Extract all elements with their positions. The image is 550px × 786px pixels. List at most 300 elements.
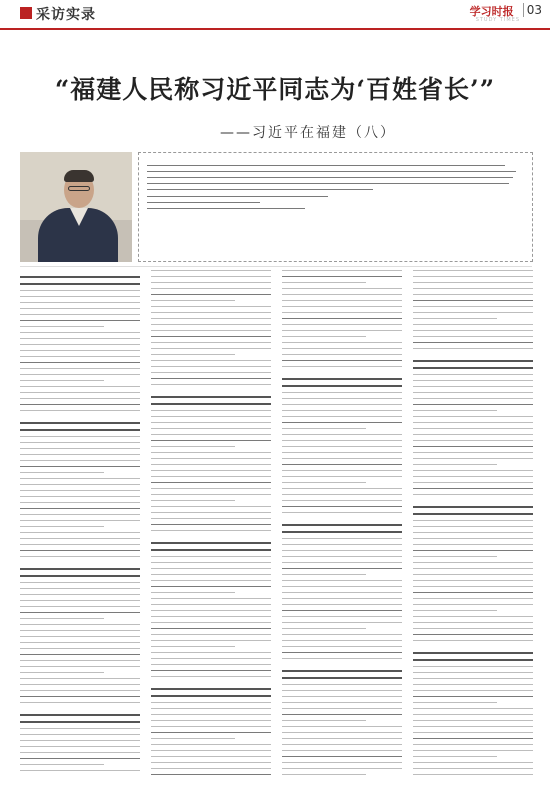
- text-line: [282, 646, 402, 647]
- text-line: [20, 478, 140, 479]
- text-line: [151, 306, 271, 307]
- text-line: [282, 574, 366, 575]
- text-line: [20, 648, 140, 649]
- text-line: [20, 514, 140, 515]
- text-line: [20, 460, 140, 461]
- text-line: [413, 276, 533, 277]
- text-line: [151, 556, 271, 557]
- text-line: [151, 688, 271, 690]
- text-line: [151, 658, 271, 659]
- text-line: [151, 428, 271, 429]
- text-line: [413, 458, 533, 459]
- text-line: [413, 744, 533, 745]
- text-line: [151, 396, 271, 398]
- text-line: [413, 640, 533, 641]
- text-line: [20, 666, 140, 667]
- divider: [20, 266, 532, 267]
- text-line: [282, 640, 402, 641]
- text-line: [282, 702, 402, 703]
- text-line: [282, 720, 366, 721]
- text-line: [413, 634, 533, 635]
- text-line: [282, 378, 402, 380]
- text-line: [20, 350, 140, 351]
- text-line: [20, 332, 140, 333]
- text-line: [20, 532, 140, 533]
- text-line: [20, 672, 104, 673]
- text-line: [20, 690, 140, 691]
- text-line: [20, 442, 140, 443]
- text-line: [151, 744, 271, 745]
- text-line: [413, 526, 533, 527]
- text-line: [151, 549, 271, 551]
- text-line: [151, 348, 271, 349]
- text-line: [413, 288, 533, 289]
- text-line: [151, 324, 271, 325]
- text-line: [151, 288, 271, 289]
- text-line: [413, 762, 533, 763]
- text-line: [20, 472, 104, 473]
- text-line: [282, 288, 402, 289]
- text-line: [20, 386, 140, 387]
- text-line: [413, 756, 497, 757]
- text-line: [151, 494, 271, 495]
- text-line: [151, 586, 271, 587]
- text-line: [20, 404, 140, 405]
- text-line: [20, 526, 104, 527]
- text-line: [20, 612, 140, 613]
- text-line: [151, 378, 271, 379]
- text-line: [282, 506, 402, 507]
- text-line: [413, 348, 533, 349]
- text-line: [151, 512, 271, 513]
- text-line: [413, 702, 497, 703]
- text-line: [282, 598, 402, 599]
- text-line: [413, 470, 533, 471]
- text-line: [282, 592, 402, 593]
- text-line: [20, 740, 140, 741]
- text-line: [282, 690, 402, 691]
- text-line: [413, 506, 533, 508]
- text-line: [282, 738, 402, 739]
- text-line: [151, 708, 271, 709]
- text-line: [413, 494, 533, 495]
- text-line: [413, 726, 533, 727]
- text-line: [282, 348, 402, 349]
- text-line: [413, 738, 533, 739]
- text-line: [413, 672, 533, 673]
- text-line: [20, 290, 140, 291]
- text-line: [20, 314, 140, 315]
- text-line: [20, 344, 140, 345]
- text-line: [20, 320, 140, 321]
- text-line: [151, 422, 271, 423]
- text-line: [413, 324, 533, 325]
- text-line: [20, 302, 140, 303]
- text-line: [20, 326, 104, 327]
- text-line: [151, 768, 271, 769]
- text-line: [151, 452, 271, 453]
- text-line: [20, 410, 140, 411]
- text-line: [282, 392, 402, 393]
- text-line: [20, 422, 140, 424]
- text-line: [282, 726, 402, 727]
- text-line: [151, 403, 271, 405]
- interview-date-line: [147, 202, 260, 203]
- text-line: [20, 520, 140, 521]
- text-line: [282, 410, 402, 411]
- text-line: [282, 318, 402, 319]
- text-line: [151, 756, 271, 757]
- text-line: [20, 764, 104, 765]
- text-column-4: [413, 270, 533, 775]
- text-line: [20, 429, 140, 431]
- article-body: [20, 270, 532, 775]
- text-line: [413, 440, 533, 441]
- text-line: [151, 646, 235, 647]
- text-line: [151, 372, 271, 373]
- text-line: [20, 502, 140, 503]
- text-line: [20, 636, 140, 637]
- text-line: [413, 678, 533, 679]
- text-line: [151, 695, 271, 697]
- text-line: [282, 634, 402, 635]
- text-line: [282, 342, 402, 343]
- text-line: [20, 660, 140, 661]
- text-line: [151, 670, 271, 671]
- text-line: [20, 684, 140, 685]
- text-line: [413, 666, 533, 667]
- text-line: [151, 276, 271, 277]
- text-line: [151, 416, 271, 417]
- text-line: [151, 440, 271, 441]
- text-line: [413, 690, 533, 691]
- text-line: [151, 488, 271, 489]
- interviewer-line: [147, 196, 328, 197]
- text-line: [413, 520, 533, 521]
- text-line: [20, 544, 140, 545]
- text-line: [413, 446, 533, 447]
- text-line: [413, 513, 533, 515]
- text-line: [282, 270, 402, 271]
- page-header: [0, 0, 550, 30]
- text-line: [151, 750, 271, 751]
- text-line: [413, 330, 533, 331]
- text-line: [282, 446, 402, 447]
- text-line: [20, 308, 140, 309]
- text-line: [20, 496, 140, 497]
- text-line: [282, 750, 402, 751]
- text-line: [151, 610, 271, 611]
- text-line: [282, 544, 402, 545]
- text-line: [20, 436, 140, 437]
- text-line: [151, 312, 271, 313]
- text-line: [282, 294, 402, 295]
- text-line: [151, 676, 271, 677]
- text-line: [20, 758, 140, 759]
- text-line: [282, 428, 366, 429]
- text-line: [413, 488, 533, 489]
- text-line: [151, 592, 235, 593]
- text-line: [282, 440, 402, 441]
- text-line: [413, 556, 497, 557]
- text-line: [20, 582, 140, 583]
- text-line: [282, 330, 402, 331]
- text-line: [282, 652, 402, 653]
- text-line: [282, 538, 402, 539]
- text-line: [413, 684, 533, 685]
- text-line: [413, 300, 533, 301]
- text-line: [151, 640, 271, 641]
- text-line: [282, 336, 366, 337]
- text-line: [413, 476, 533, 477]
- text-line: [282, 708, 402, 709]
- text-line: [413, 574, 533, 575]
- text-line: [282, 404, 402, 405]
- text-line: [282, 684, 402, 685]
- text-line: [282, 422, 402, 423]
- text-line: [282, 354, 402, 355]
- text-line: [151, 732, 271, 733]
- text-line: [413, 616, 533, 617]
- text-line: [151, 482, 271, 483]
- text-line: [413, 714, 533, 715]
- text-line: [20, 752, 140, 753]
- text-line: [282, 714, 402, 715]
- text-line: [413, 452, 533, 453]
- page-number: 03: [523, 3, 542, 17]
- text-line: [151, 294, 271, 295]
- interviewee-bio: [147, 165, 524, 190]
- text-line: [20, 746, 140, 747]
- text-line: [151, 774, 271, 775]
- text-line: [282, 494, 402, 495]
- text-line: [413, 562, 533, 563]
- text-line: [282, 482, 366, 483]
- text-line: [413, 768, 533, 769]
- text-line: [282, 677, 402, 679]
- text-line: [413, 659, 533, 661]
- text-line: [413, 586, 533, 587]
- text-line: [413, 282, 533, 283]
- text-line: [20, 734, 140, 735]
- text-line: [20, 276, 140, 278]
- text-line: [413, 652, 533, 654]
- text-line: [413, 312, 533, 313]
- text-line: [282, 416, 402, 417]
- text-line: [413, 386, 533, 387]
- text-line: [282, 452, 402, 453]
- text-line: [151, 342, 271, 343]
- text-line: [20, 368, 140, 369]
- text-line: [20, 538, 140, 539]
- masthead: 学习时报: [469, 5, 514, 18]
- text-line: [20, 600, 140, 601]
- text-line: [413, 342, 533, 343]
- text-line: [151, 604, 271, 605]
- text-line: [151, 628, 271, 629]
- text-line: [413, 604, 533, 605]
- section-title: 采访实录: [36, 7, 96, 23]
- text-line: [282, 531, 402, 533]
- text-line: [282, 324, 402, 325]
- text-line: [20, 702, 140, 703]
- text-line: [413, 550, 533, 551]
- text-line: [151, 664, 271, 665]
- text-line: [282, 744, 402, 745]
- text-line: [282, 768, 402, 769]
- text-line: [413, 306, 533, 307]
- text-line: [413, 544, 533, 545]
- text-line: [151, 282, 271, 283]
- text-line: [151, 330, 271, 331]
- text-line: [151, 360, 271, 361]
- text-line: [151, 652, 271, 653]
- text-line: [282, 366, 402, 367]
- text-line: [151, 464, 271, 465]
- text-line: [151, 634, 271, 635]
- text-line: [20, 642, 140, 643]
- text-line: [282, 276, 402, 277]
- text-line: [151, 530, 271, 531]
- section-badge: [20, 7, 32, 19]
- text-line: [282, 550, 402, 551]
- text-line: [282, 488, 402, 489]
- text-line: [282, 556, 402, 557]
- text-line: [151, 458, 271, 459]
- text-line: [282, 732, 402, 733]
- text-line: [413, 398, 533, 399]
- text-line: [413, 367, 533, 369]
- text-line: [20, 508, 140, 509]
- text-line: [413, 532, 533, 533]
- text-line: [413, 580, 533, 581]
- text-line: [413, 610, 497, 611]
- interview-info-box: [138, 152, 533, 262]
- text-line: [413, 774, 533, 775]
- interview-place-line: [147, 208, 305, 209]
- text-line: [282, 658, 402, 659]
- text-line: [282, 562, 402, 563]
- study-times-label: STUDY TIMES: [475, 17, 520, 23]
- text-line: [151, 616, 271, 617]
- text-line: [151, 354, 235, 355]
- text-line: [151, 506, 271, 507]
- text-line: [413, 696, 533, 697]
- text-line: [151, 366, 271, 367]
- text-line: [151, 542, 271, 544]
- text-line: [20, 398, 140, 399]
- text-line: [413, 360, 533, 362]
- text-line: [151, 720, 271, 721]
- text-line: [282, 282, 366, 283]
- text-line: [20, 338, 140, 339]
- text-line: [20, 714, 140, 716]
- article-headline: “福建人民称习近平同志为‘百姓省长’”: [54, 75, 496, 104]
- text-line: [20, 556, 140, 557]
- text-line: [282, 312, 402, 313]
- text-line: [282, 580, 402, 581]
- interviewee-photo: [20, 152, 132, 262]
- text-line: [413, 422, 533, 423]
- text-line: [20, 728, 140, 729]
- text-line: [282, 512, 402, 513]
- text-line: [413, 720, 533, 721]
- text-line: [282, 622, 402, 623]
- text-line: [413, 628, 533, 629]
- text-line: [151, 562, 271, 563]
- text-line: [282, 470, 402, 471]
- text-line: [413, 374, 533, 375]
- text-line: [20, 454, 140, 455]
- text-line: [20, 588, 140, 589]
- text-line: [20, 490, 140, 491]
- text-line: [151, 384, 271, 385]
- text-line: [151, 714, 271, 715]
- text-line: [151, 580, 271, 581]
- text-line: [413, 482, 533, 483]
- text-line: [282, 586, 402, 587]
- text-line: [151, 470, 271, 471]
- text-line: [282, 610, 402, 611]
- text-line: [20, 594, 140, 595]
- text-line: [282, 306, 402, 307]
- text-line: [282, 476, 402, 477]
- text-line: [151, 336, 271, 337]
- text-line: [282, 398, 402, 399]
- text-line: [20, 374, 140, 375]
- text-line: [151, 738, 235, 739]
- text-line: [413, 428, 533, 429]
- text-line: [151, 446, 235, 447]
- text-line: [20, 630, 140, 631]
- text-line: [282, 360, 402, 361]
- text-column-1: [20, 270, 140, 775]
- text-line: [282, 604, 402, 605]
- text-line: [413, 380, 533, 381]
- text-line: [413, 732, 533, 733]
- article-subheadline: ——习近平在福建（八）: [220, 125, 396, 141]
- text-line: [151, 598, 271, 599]
- text-line: [20, 568, 140, 570]
- text-line: [151, 524, 271, 525]
- text-line: [20, 550, 140, 551]
- text-line: [20, 624, 140, 625]
- text-line: [20, 618, 104, 619]
- text-line: [413, 592, 533, 593]
- text-line: [413, 538, 533, 539]
- text-line: [282, 458, 402, 459]
- text-line: [282, 696, 402, 697]
- text-line: [413, 318, 497, 319]
- text-line: [282, 774, 366, 775]
- text-line: [282, 300, 402, 301]
- text-line: [282, 762, 402, 763]
- text-line: [282, 385, 402, 387]
- text-line: [151, 574, 271, 575]
- text-line: [413, 434, 533, 435]
- text-line: [282, 756, 402, 757]
- text-line: [413, 416, 533, 417]
- text-line: [151, 270, 271, 271]
- text-line: [20, 283, 140, 285]
- text-line: [151, 762, 271, 763]
- text-line: [20, 380, 104, 381]
- text-line: [20, 448, 140, 449]
- text-line: [151, 318, 271, 319]
- text-line: [151, 568, 271, 569]
- text-line: [413, 598, 533, 599]
- text-line: [151, 500, 235, 501]
